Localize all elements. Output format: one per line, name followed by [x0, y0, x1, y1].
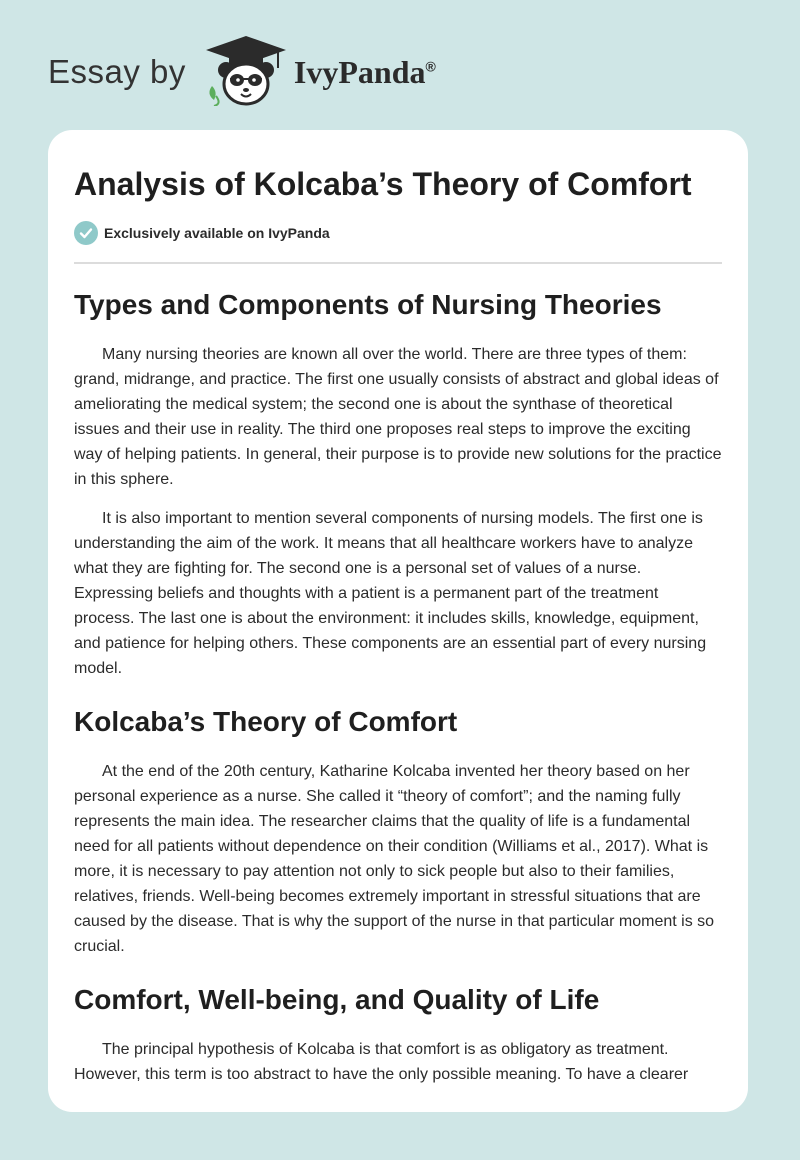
section-heading: Kolcaba’s Theory of Comfort: [74, 706, 458, 737]
section-paragraph: The principal hypothesis of Kolcaba is that comfort is as obligatory as treatment. However, this term is too abstract to have the only possible meaning. To have a clearer: [74, 1041, 689, 1083]
check-icon: [74, 221, 98, 245]
section-heading: Comfort, Well-being, and Quality of Life: [74, 984, 600, 1015]
essay-card: [48, 130, 748, 1112]
divider: [74, 262, 722, 264]
section-heading: Types and Components of Nursing Theories: [74, 289, 662, 320]
exclusive-badge-text: Exclusively available on IvyPanda: [104, 225, 330, 241]
brand-name[interactable]: IvyPanda®: [293, 53, 436, 90]
section-paragraph: Many nursing theories are known all over the world. There are three types of them: grand, midrange, and practice. The first one usually consists of abstract and global ideas of ameliorating the medical system; the second one is about the synthase of theoretical issues and their use in reality. The third one proposes real steps to improve the exciting way of helping patients. In general, their purpose is to provide new solutions for the practice in this sphere.: [74, 346, 722, 488]
brand-prefix: Essay by: [48, 53, 186, 90]
brand-header: [48, 36, 436, 108]
panda-logo-icon[interactable]: [204, 34, 288, 111]
page-title: Analysis of Kolcaba’s Theory of Comfort: [74, 166, 692, 202]
section-paragraph: It is also important to mention several components of nursing models. The first one is understanding the aim of the work. It means that all healthcare workers have to analyze what they are fighting for. The second one is a personal set of values of a nurse. Expressing beliefs and thoughts with a patient is a permanent part of the treatment process. The last one is about the environment: it includes skills, knowledge, equipment, and patience for helping others. These components are an essential part of every nursing model.: [74, 510, 707, 677]
section-paragraph: At the end of the 20th century, Katharine Kolcaba invented her theory based on her personal experience as a nurse. She called it “theory of comfort”; and the naming fully represents the main idea. The researcher claims that the quality of life is a fundamental need for all patients without dependence on their condition (Williams et al., 2017). What is more, it is necessary to pay attention not only to sick people but also to their families, relatives, friends. Well-being becomes extremely important in stressful situations that are caused by the disease. That is why the support of the nurse in that particular moment is so crucial.: [74, 763, 715, 955]
exclusive-badge: [74, 220, 722, 246]
